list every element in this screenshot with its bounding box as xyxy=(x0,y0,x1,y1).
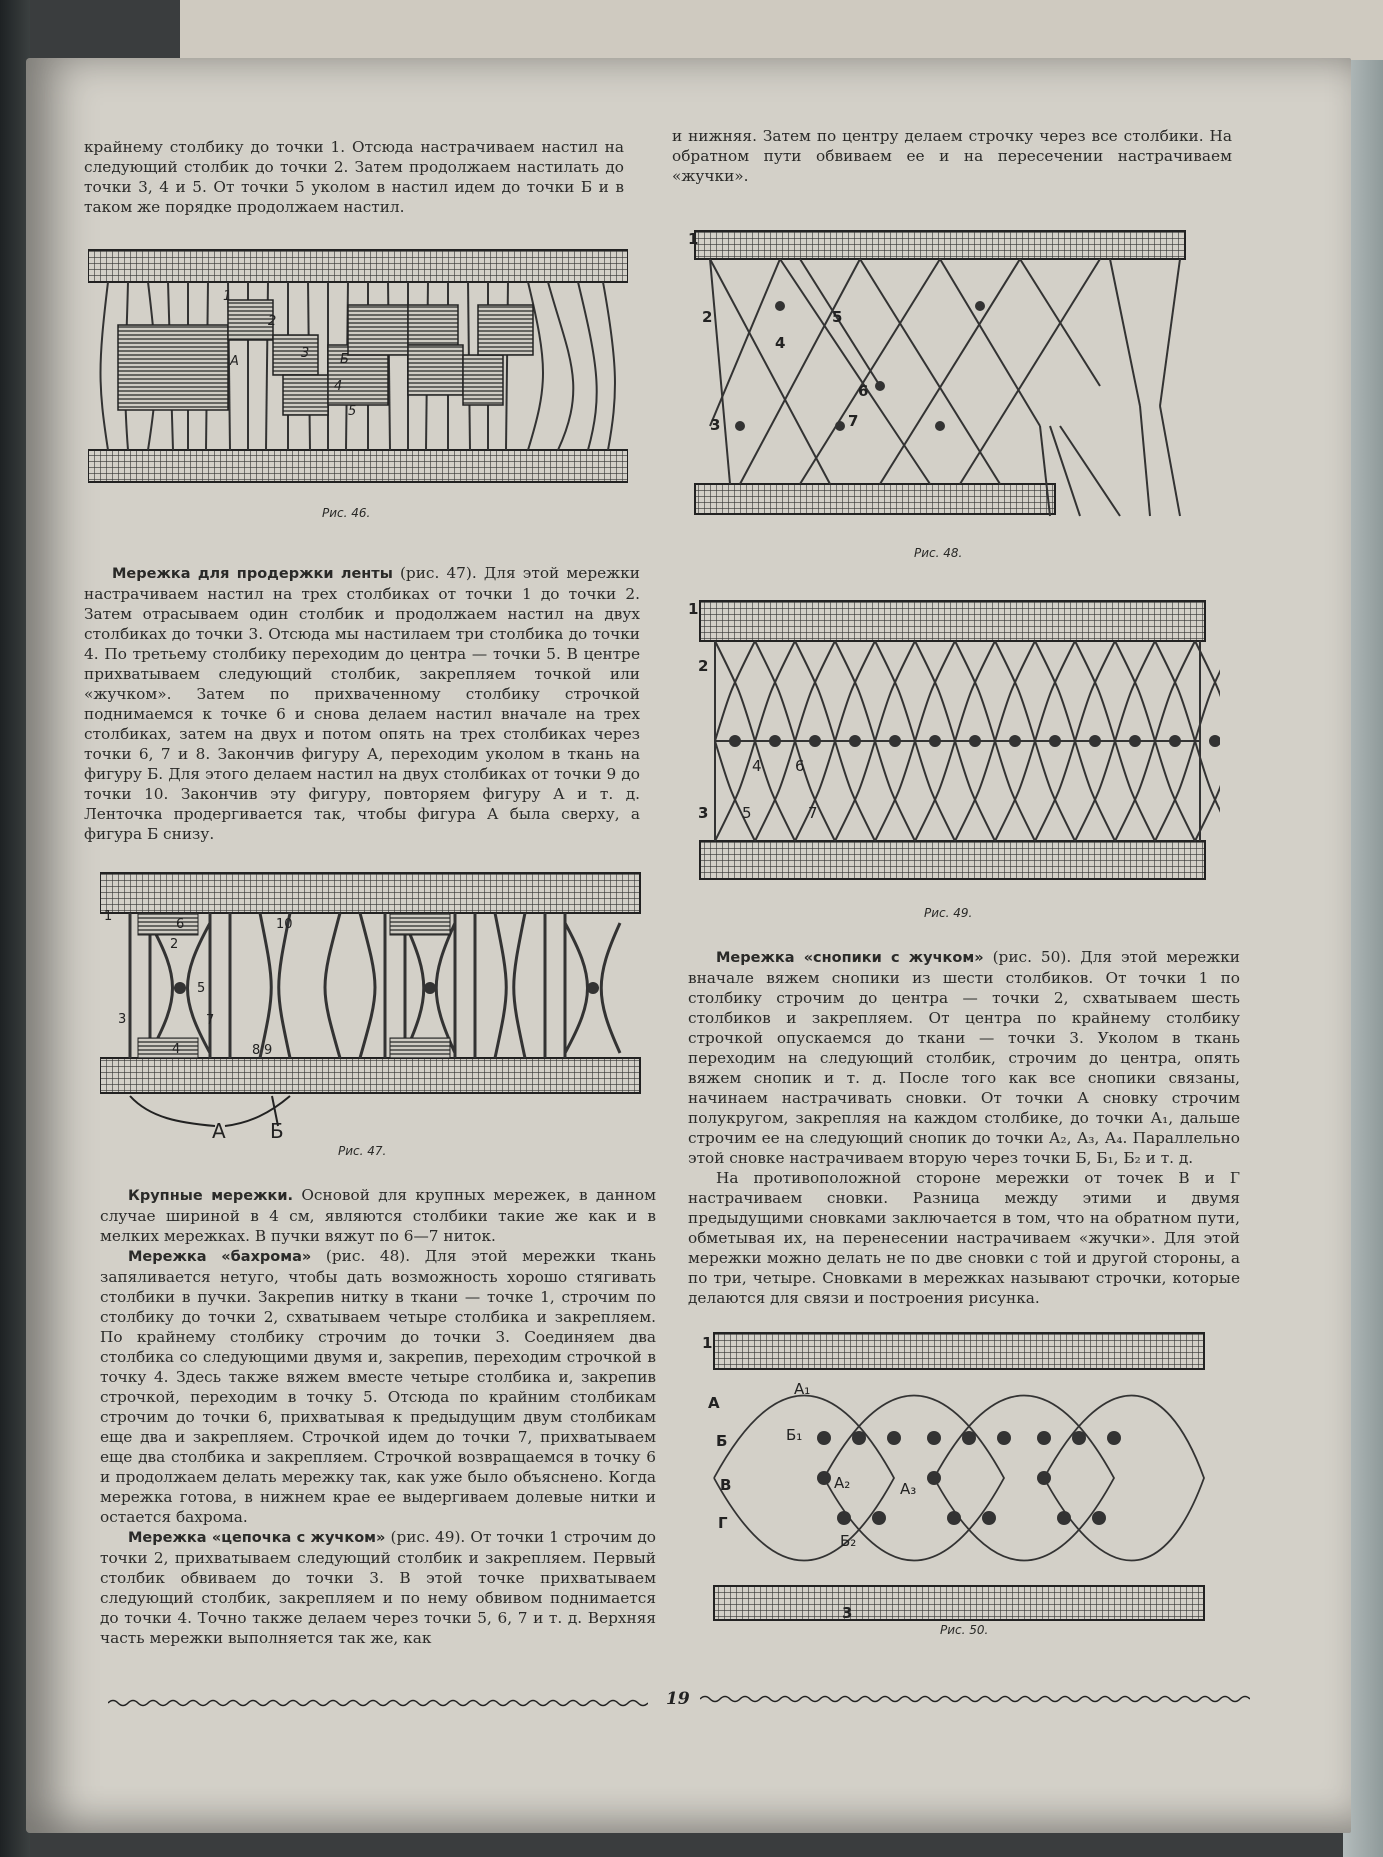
fig49-label-3: 3 xyxy=(698,804,709,822)
sheaf-section-body-2: На противоположной стороне мережки от точек В и Г настрачиваем сновки. Разница между этими и двумя предыдущими сновками заключается в том, что на обратном пути, обметывая их, на перенесении настрачиваем «жучки». Для этой мережки можно делать не по две сновки с той и другой стороны, а по три, четыре. Сновками в мережках называют строчки, которые делаются для связи и построения рисунка. xyxy=(688,1169,1240,1307)
fig50-label-a2: А₂ xyxy=(834,1474,851,1492)
fig49-knot xyxy=(730,736,740,746)
fig49-knot xyxy=(850,736,860,746)
fig50-label-3: 3 xyxy=(842,1604,853,1622)
fig50-label-g: Г xyxy=(718,1514,728,1532)
chain-section-title: Мережка «цепочка с жучком» xyxy=(128,1530,386,1546)
fig46-label-1: 1 xyxy=(223,289,232,304)
fig49-knot xyxy=(970,736,980,746)
fig48-caption: Рис. 48. xyxy=(914,546,963,560)
fig50-label-v: В xyxy=(720,1476,732,1494)
fig48-label-2: 2 xyxy=(702,308,713,326)
fig47-label-2: 2 xyxy=(170,937,179,952)
fig50-label-1: 1 xyxy=(702,1334,713,1352)
fig50-caption: Рис. 50. xyxy=(940,1623,989,1637)
fig47-label-b: Б xyxy=(270,1119,284,1143)
figure-48 xyxy=(680,226,1200,526)
fig49-knot xyxy=(930,736,940,746)
fig48-label-4: 4 xyxy=(775,334,786,352)
fig48-label-3: 3 xyxy=(710,416,721,434)
fig46-label-a: А xyxy=(230,354,239,369)
fig50-label-b2: Б₂ xyxy=(840,1532,857,1550)
fig49-knot xyxy=(890,736,900,746)
fig48-label-7: 7 xyxy=(848,412,859,430)
fig49-knot xyxy=(1090,736,1100,746)
fig49-knot xyxy=(770,736,780,746)
ribbon-section xyxy=(84,563,640,844)
chain-section-ref: (рис. 49). xyxy=(385,1528,466,1546)
fig50-label-a1: А₁ xyxy=(794,1380,811,1398)
ribbon-section-ref: (рис. 47). xyxy=(392,564,477,582)
fig47-label-9: 9 xyxy=(264,1043,273,1058)
fig46-label-3: 3 xyxy=(301,346,310,361)
figure-47 xyxy=(100,868,645,1143)
fig47-label-5: 5 xyxy=(197,981,206,996)
fig50-label-a3: А₃ xyxy=(900,1480,917,1498)
fig46-label-5: 5 xyxy=(348,404,357,419)
footer-rule-left xyxy=(108,1698,648,1708)
fig46-label-b: Б xyxy=(340,352,349,367)
fig47-label-7: 7 xyxy=(206,1013,215,1028)
ribbon-section-title: Мережка для продержки ленты xyxy=(112,566,393,582)
sheaf-section-ref: (рис. 50). xyxy=(983,948,1072,966)
fringe-section-title: Мережка «бахрома» xyxy=(128,1249,312,1265)
figure-46 xyxy=(88,245,628,485)
fig49-label-2: 2 xyxy=(698,657,709,675)
fig49-caption: Рис. 49. xyxy=(924,906,973,920)
fig49-knot xyxy=(1050,736,1060,746)
left-intro-text: крайнему столбику до точки 1. Отсюда настрачиваем настил на следующий столбик до точки 2. Затем продолжаем настилать до точки 3, 4 и 5. От точки 5 уколом в настил идем до точки Б и в таком же порядке продолжаем настил. xyxy=(84,138,624,216)
fig46-label-4: 4 xyxy=(334,379,343,394)
fig49-label-5: 5 xyxy=(742,804,752,822)
fig47-label-6: 6 xyxy=(176,917,185,932)
fig49-knot xyxy=(1130,736,1140,746)
fig47-label-8: 8 xyxy=(252,1043,261,1058)
fig47-label-1: 1 xyxy=(104,909,113,924)
fig49-knot xyxy=(1170,736,1180,746)
fig49-knot xyxy=(1210,736,1220,746)
fringe-section-ref: (рис. 48). xyxy=(311,1247,411,1265)
fig49-label-1: 1 xyxy=(688,600,699,618)
fig47-label-4: 4 xyxy=(172,1042,181,1057)
large-section-title: Крупные мережки. xyxy=(128,1188,294,1204)
page-number: 19 xyxy=(666,1689,690,1709)
fig49-label-6: 6 xyxy=(795,757,805,775)
fig46-label-2: 2 xyxy=(268,314,277,329)
fig48-label-5: 5 xyxy=(832,308,843,326)
fig46-caption: Рис. 46. xyxy=(322,506,371,520)
ribbon-section-body: Для этой мережки настрачиваем настил на трех столбиках от точки 1 до точки 2. Затем отрасываем один столбик и продолжаем настил на двух столбиках до точки 3. Отсюда мы настилаем три столбика до точки 4. По третьему столбику переходим до центра — точки 5. В центре прихватываем следующий столбик, закрепляем точкой или «жучком». Затем по прихваченному столбику строчкой поднимаемся к точке 6 и снова делаем настил вначале на трех столбиках, затем на двух и потом опять на трех столбиках через точки 6, 7 и 8. Закончив фигуру А, переходим уколом в ткань на фигуру Б. Для этого делаем настил на двух столбиках от точки 9 до точки 10. Закончив эту фигуру, повторяем фигуру А и т. д. Ленточка продергивается так, чтобы фигура А была сверху, а фигура Б снизу. xyxy=(84,564,640,843)
fig50-label-a: А xyxy=(708,1394,720,1412)
fig49-label-7: 7 xyxy=(808,804,818,822)
fig48-label-1: 1 xyxy=(688,230,699,248)
sheaf-section-title: Мережка «снопики с жучком» xyxy=(716,950,984,966)
left-sections xyxy=(100,1185,656,1648)
right-intro-text: и нижняя. Затем по центру делаем строчку через все столбики. На обратном пути обвиваем ее и на пересечении настрачиваем «жучки». xyxy=(672,127,1232,185)
chain-section-body: От точки 1 строчим до точки 2, прихватываем следующий столбик и закрепляем. Первый столбик обвиваем до точки 3. В этой точке прихватываем следующий столбик, закрепляем и по нему обвивом поднимается до точки 4. Точно также делаем через точки 5, 6, 7 и т. д. Верхняя часть мережки выполняется так же, как xyxy=(100,1528,656,1647)
fig47-label-a: А xyxy=(212,1119,226,1143)
sheaf-section-body: Для этой мережки вначале вяжем снопики из шести столбиков. От точки 1 по столбику строчим до центра — точки 2, схватываем шесть столбиков и закрепляем. От центра по крайнему столбику строчкой опускаемся до ткани — точки 3. Уколом в ткань переходим на следующий столбик, строчим до центра, опять вяжем снопик и т. д. После того как все снопики связаны, начинаем настрачивать сновки. От точки А сновку строчим полукругом, закрепляя на каждом столбике, до точки А₁, дальше строчим ее на следующий снопик до точки А₂, А₃, А₄. Параллельно этой сновке настрачиваем вторую через точки Б, Б₁, Б₂ и т. д. xyxy=(688,948,1240,1167)
fig49-knot xyxy=(810,736,820,746)
fig50-label-b1: Б₁ xyxy=(786,1426,803,1444)
large-section-body: Основой для крупных мережек, в данном случае шириной в 4 см, являются столбики такие же как и в мелких мережках. В пучки вяжут по 6—7 ниток. xyxy=(100,1186,656,1245)
fig47-label-10: 10 xyxy=(276,917,293,932)
fig49-knot xyxy=(1010,736,1020,746)
fig47-label-3: 3 xyxy=(118,1012,127,1027)
right-sections xyxy=(688,947,1240,1308)
fig50-label-b: Б xyxy=(716,1432,728,1450)
fig48-label-6: 6 xyxy=(858,382,869,400)
figure-49 xyxy=(680,596,1220,886)
footer-rule-right xyxy=(700,1694,1250,1704)
fringe-section-body: Для этой мережки ткань запяливается нетуго, чтобы дать возможность хорошо стягивать столбики в пучки. Закрепив нитку в ткани — точке 1, строчим по столбику до точки 2, схватываем четыре столбика и закрепляем. По крайнему столбику строчим до точки 3. Соединяем два столбика со следующими двумя и, закрепив, переходим строчкой в точку 4. Здесь также вяжем вместе четыре столбика и, закрепив строчкой, переходим в точку 5. Отсюда по крайним столбикам строчим до точки 6, прихватывая к предыдущим двум столбикам еще два и закрепляем. Строчкой идем до точки 7, прихватываем еще два столбика и закрепляем. Строчкой возвращаемся в точку 6 и продолжаем делать мережку так, как уже было объяснено. Когда мережка готова, в нижнем крае ее выдергиваем долевые нитки и остается бахрома. xyxy=(100,1247,657,1526)
fig49-label-4: 4 xyxy=(752,757,762,775)
figure-50 xyxy=(694,1328,1214,1628)
fig47-caption: Рис. 47. xyxy=(338,1144,387,1158)
